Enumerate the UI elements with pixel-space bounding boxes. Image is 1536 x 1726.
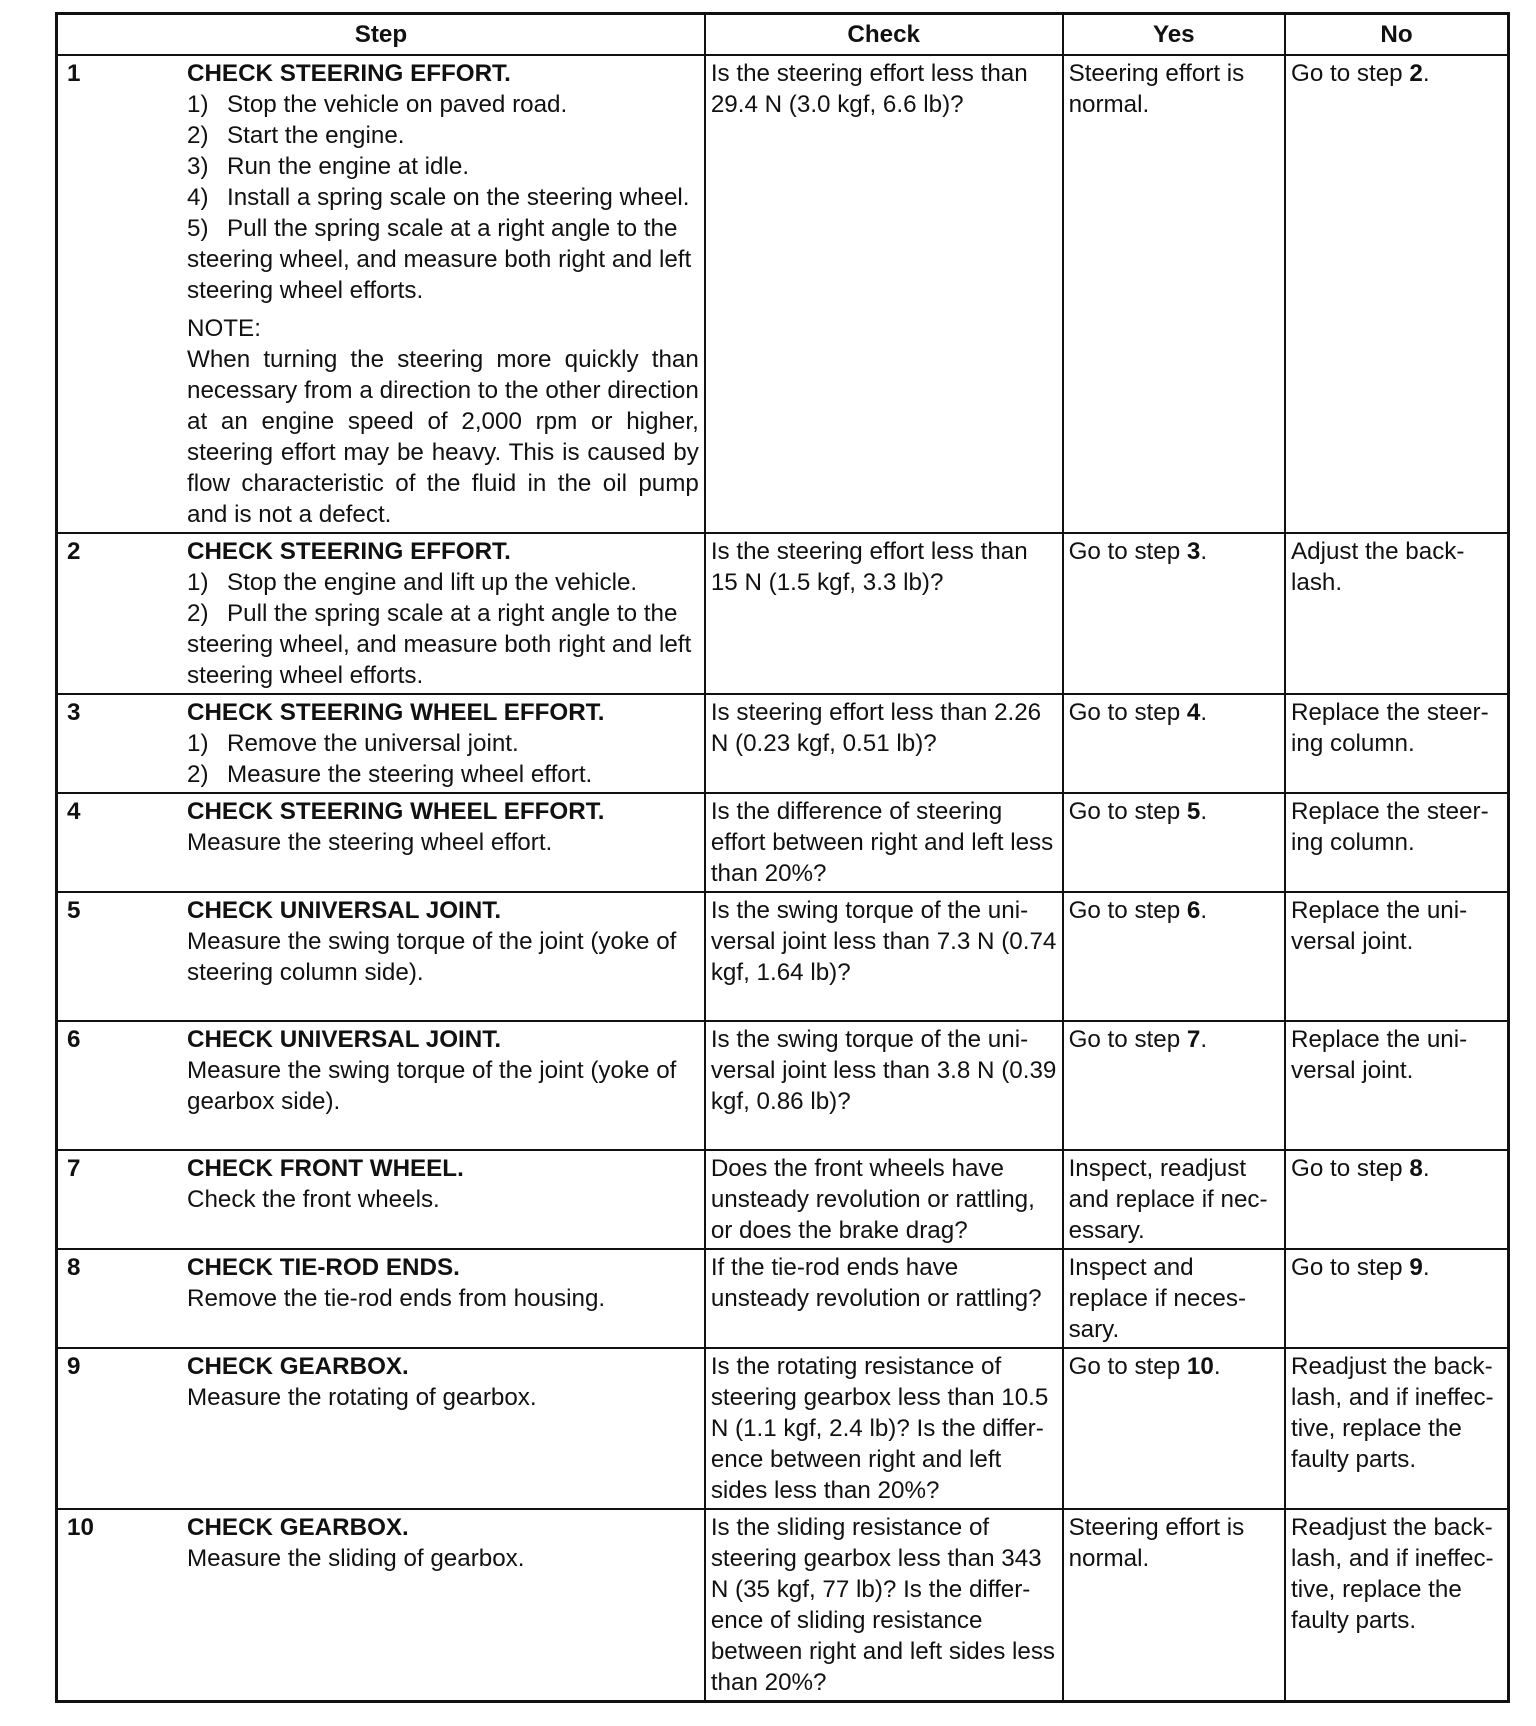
table-row bbox=[57, 1150, 1509, 1249]
step-cell bbox=[57, 1021, 705, 1150]
step-title: CHECK UNIVERSAL JOINT. bbox=[187, 897, 502, 924]
table-row bbox=[57, 1509, 1509, 1702]
step-number: 9 bbox=[67, 1353, 81, 1380]
header-yes: Yes bbox=[1063, 14, 1285, 56]
sub-step: 3) Run the engine at idle. bbox=[187, 153, 470, 180]
check-cell: Is the sliding resistance of steering gearbox less than 343 N (35 kgf, 77 lb)? Is the differ-ence of sliding resistance between right and left sides less than 20%? bbox=[705, 1509, 1063, 1702]
step-ref: 5 bbox=[1186, 798, 1201, 825]
check-cell: Is the steering effort less than 15 N (1.5 kgf, 3.3 lb)? bbox=[705, 533, 1063, 694]
step-title: CHECK GEARBOX. bbox=[187, 1514, 409, 1541]
no-cell: Go to step 9. bbox=[1285, 1249, 1508, 1348]
yes-cell: Go to step 5. bbox=[1063, 793, 1285, 892]
check-cell: Is the steering effort less than 29.4 N (3.0 kgf, 6.6 lb)? bbox=[705, 55, 1063, 533]
step-title: CHECK GEARBOX. bbox=[187, 1353, 409, 1380]
check-cell: Is the swing torque of the uni-versal joint less than 7.3 N (0.74 kgf, 1.64 lb)? bbox=[705, 892, 1063, 1021]
yes-cell: Steering effort is normal. bbox=[1063, 55, 1285, 533]
table-row bbox=[57, 892, 1509, 1021]
check-cell: Is the difference of steering effort between right and left less than 20%? bbox=[705, 793, 1063, 892]
step-description: Measure the swing torque of the joint (yoke of gearbox side). bbox=[187, 1057, 677, 1115]
yes-cell: Go to step 6. bbox=[1063, 892, 1285, 1021]
table-row bbox=[57, 1249, 1509, 1348]
no-cell: Readjust the back-lash, and if ineffec-tive, replace the faulty parts. bbox=[1285, 1348, 1508, 1509]
no-cell: Replace the steer-ing column. bbox=[1285, 793, 1508, 892]
step-ref: 4 bbox=[1186, 699, 1201, 726]
step-continuation: steering wheel, and measure both right and left steering wheel efforts. bbox=[187, 246, 692, 304]
step-cell bbox=[57, 892, 705, 1021]
step-cell bbox=[57, 1249, 705, 1348]
step-number: 3 bbox=[67, 699, 81, 726]
table-row bbox=[57, 533, 1509, 694]
step-ref: 8 bbox=[1409, 1155, 1423, 1182]
yes-cell: Steering effort is normal. bbox=[1063, 1509, 1285, 1702]
step-cell bbox=[57, 533, 705, 694]
sub-step: 1) Stop the engine and lift up the vehicle. bbox=[187, 569, 638, 596]
step-description: Measure the rotating of gearbox. bbox=[187, 1384, 537, 1411]
step-title: CHECK TIE-ROD ENDS. bbox=[187, 1254, 460, 1281]
check-cell: Does the front wheels have unsteady revolution or rattling, or does the brake drag? bbox=[705, 1150, 1063, 1249]
header-step: Step bbox=[57, 14, 705, 56]
table-row bbox=[57, 55, 1509, 533]
yes-cell: Go to step 10. bbox=[1063, 1348, 1285, 1509]
step-description: Measure the steering wheel effort. bbox=[187, 829, 553, 856]
step-number: 4 bbox=[67, 798, 81, 825]
step-cell bbox=[57, 1150, 705, 1249]
sub-step: 5) Pull the spring scale at a right angle to the bbox=[187, 215, 678, 242]
table-row bbox=[57, 694, 1509, 793]
sub-step: 4) Install a spring scale on the steering wheel. bbox=[187, 184, 690, 211]
yes-cell: Inspect and replace if neces-sary. bbox=[1063, 1249, 1285, 1348]
sub-step: 1) Stop the vehicle on paved road. bbox=[187, 91, 568, 118]
sub-step: 1) Remove the universal joint. bbox=[187, 730, 519, 757]
yes-cell: Go to step 4. bbox=[1063, 694, 1285, 793]
check-cell: If the tie-rod ends have unsteady revolution or rattling? bbox=[705, 1249, 1063, 1348]
check-cell: Is the swing torque of the uni-versal joint less than 3.8 N (0.39 kgf, 0.86 lb)? bbox=[705, 1021, 1063, 1150]
no-cell: Go to step 2. bbox=[1285, 55, 1508, 533]
no-cell: Go to step 8. bbox=[1285, 1150, 1508, 1249]
step-description: Check the front wheels. bbox=[187, 1186, 440, 1213]
step-description: Remove the tie-rod ends from housing. bbox=[187, 1285, 606, 1312]
step-title: CHECK STEERING WHEEL EFFORT. bbox=[187, 798, 605, 825]
yes-cell: Go to step 7. bbox=[1063, 1021, 1285, 1150]
header-no: No bbox=[1285, 14, 1508, 56]
step-number: 5 bbox=[67, 897, 81, 924]
step-number: 2 bbox=[67, 538, 81, 565]
sub-step: 2) Measure the steering wheel effort. bbox=[187, 761, 593, 788]
yes-cell: Go to step 3. bbox=[1063, 533, 1285, 694]
step-cell bbox=[57, 694, 705, 793]
step-cell bbox=[57, 55, 705, 533]
step-number: 7 bbox=[67, 1155, 81, 1182]
note-text: When turning the steering more quickly than necessary from a direction to the other direction at an engine speed of 2,000 rpm or higher, steering effort may be heavy. This is caused by flow characteristic of the fluid in the oil pump and is not a defect. bbox=[187, 346, 699, 528]
diagnosis-table bbox=[55, 12, 1510, 1703]
step-ref: 6 bbox=[1186, 897, 1201, 924]
table-row bbox=[57, 793, 1509, 892]
yes-cell: Inspect, readjust and replace if nec-essary. bbox=[1063, 1150, 1285, 1249]
no-cell: Replace the steer-ing column. bbox=[1285, 694, 1508, 793]
step-title: CHECK UNIVERSAL JOINT. bbox=[187, 1026, 502, 1053]
header-check: Check bbox=[705, 14, 1063, 56]
step-description: Measure the swing torque of the joint (yoke of steering column side). bbox=[187, 928, 677, 986]
sub-step: 2) Start the engine. bbox=[187, 122, 405, 149]
no-cell: Adjust the back-lash. bbox=[1285, 533, 1508, 694]
table-row bbox=[57, 1021, 1509, 1150]
step-number: 6 bbox=[67, 1026, 81, 1053]
step-number: 10 bbox=[67, 1514, 94, 1541]
header-row bbox=[57, 14, 1509, 56]
step-ref: 7 bbox=[1186, 1026, 1201, 1053]
note-label: NOTE: bbox=[187, 315, 261, 342]
step-title: CHECK STEERING WHEEL EFFORT. bbox=[187, 699, 605, 726]
sub-step: 2) Pull the spring scale at a right angle to the bbox=[187, 600, 678, 627]
check-cell: Is the rotating resistance of steering gearbox less than 10.5 N (1.1 kgf, 2.4 lb)? Is the differ-ence between right and left sides less than 20%? bbox=[705, 1348, 1063, 1509]
step-ref: 3 bbox=[1186, 538, 1201, 565]
step-title: CHECK STEERING EFFORT. bbox=[187, 60, 511, 87]
check-cell: Is steering effort less than 2.26 N (0.23 kgf, 0.51 lb)? bbox=[705, 694, 1063, 793]
step-ref: 9 bbox=[1409, 1254, 1423, 1281]
step-number: 8 bbox=[67, 1254, 81, 1281]
step-continuation: steering wheel, and measure both right and left steering wheel efforts. bbox=[187, 631, 692, 689]
step-number: 1 bbox=[67, 60, 81, 87]
step-title: CHECK FRONT WHEEL. bbox=[187, 1155, 464, 1182]
step-cell bbox=[57, 1509, 705, 1702]
step-cell bbox=[57, 1348, 705, 1509]
step-cell bbox=[57, 793, 705, 892]
no-cell: Replace the uni-versal joint. bbox=[1285, 1021, 1508, 1150]
step-ref: 2 bbox=[1409, 60, 1423, 87]
step-title: CHECK STEERING EFFORT. bbox=[187, 538, 511, 565]
step-description: Measure the sliding of gearbox. bbox=[187, 1545, 525, 1572]
table-row bbox=[57, 1348, 1509, 1509]
step-ref: 10 bbox=[1186, 1353, 1214, 1380]
no-cell: Readjust the back-lash, and if ineffec-tive, replace the faulty parts. bbox=[1285, 1509, 1508, 1702]
no-cell: Replace the uni-versal joint. bbox=[1285, 892, 1508, 1021]
